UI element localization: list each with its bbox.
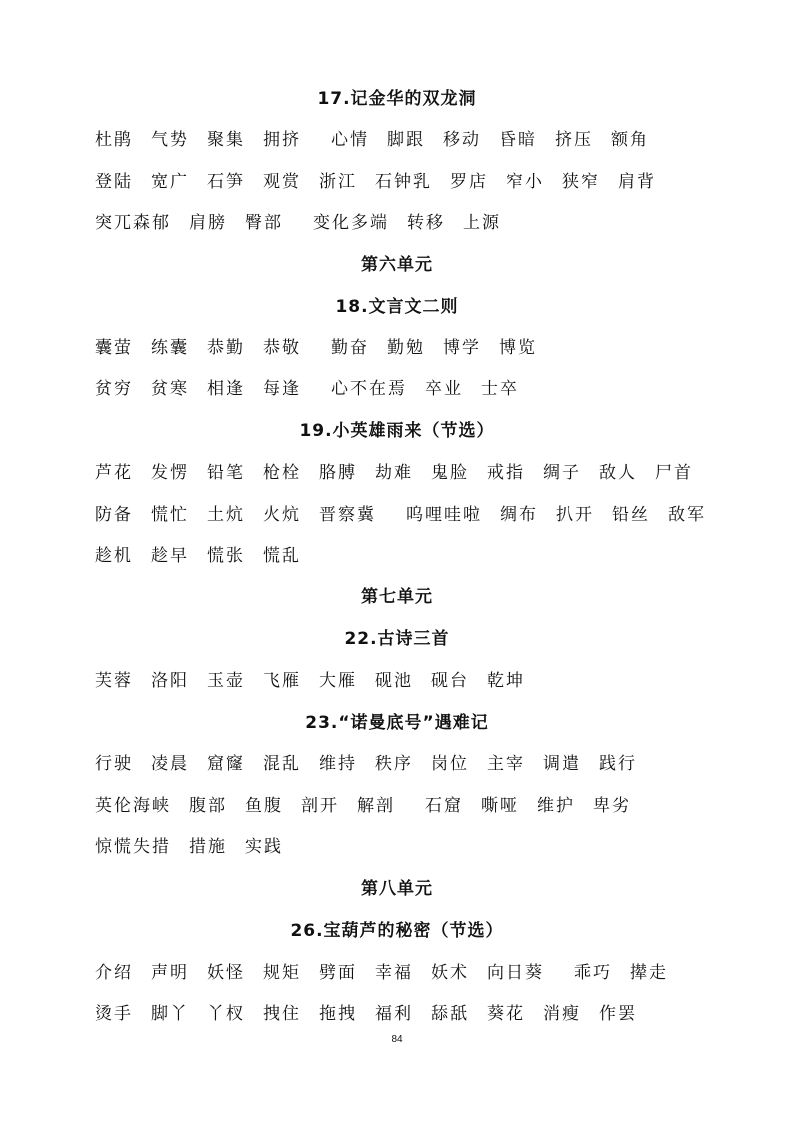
vocabulary-word: 趁机 — [95, 546, 133, 566]
vocabulary-word: 脚跟 — [387, 130, 425, 150]
vocabulary-word: 卒业 — [425, 379, 463, 399]
vocabulary-word: 心情 — [331, 130, 369, 150]
vocabulary-word: 慌乱 — [263, 546, 301, 566]
vocabulary-word: 行驶 — [95, 754, 133, 774]
vocabulary-word: 芦花 — [95, 463, 133, 483]
vocabulary-word: 烫手 — [95, 1004, 133, 1024]
vocabulary-word: 调遣 — [543, 754, 581, 774]
vocabulary-word: 石窟 — [425, 796, 463, 816]
vocabulary-line — [95, 669, 754, 693]
vocabulary-word: 幸福 — [375, 963, 413, 983]
vocabulary-word: 石钟乳 — [375, 172, 432, 192]
vocabulary-line — [95, 544, 754, 568]
vocabulary-word: 绸子 — [543, 463, 581, 483]
vocabulary-word: 气势 — [151, 130, 189, 150]
vocabulary-word: 囊萤 — [95, 338, 133, 358]
vocabulary-line — [95, 1002, 754, 1026]
vocabulary-word: 混乱 — [263, 754, 301, 774]
vocabulary-line — [95, 503, 754, 527]
vocabulary-word: 芙蓉 — [95, 671, 133, 691]
vocabulary-word: 相逢 — [207, 379, 245, 399]
vocabulary-word: 额角 — [611, 130, 649, 150]
page-number: 84 — [391, 1034, 403, 1045]
vocabulary-word: 大雁 — [319, 671, 357, 691]
vocabulary-word: 消瘦 — [543, 1004, 581, 1024]
vocabulary-word: 呜哩哇啦 — [406, 505, 482, 525]
vocabulary-line — [95, 461, 754, 485]
vocabulary-word: 每逢 — [263, 379, 301, 399]
vocabulary-word: 惊慌失措 — [95, 837, 171, 857]
vocabulary-word: 突兀森郁 — [95, 213, 171, 233]
vocabulary-word: 观赏 — [263, 172, 301, 192]
vocabulary-word: 恭敬 — [263, 338, 301, 358]
vocabulary-line — [95, 752, 754, 776]
vocabulary-word: 晋察冀 — [319, 505, 376, 525]
vocabulary-word: 洛阳 — [151, 671, 189, 691]
vocabulary-line — [95, 170, 754, 194]
vocabulary-word: 移动 — [443, 130, 481, 150]
vocabulary-word: 卑劣 — [593, 796, 631, 816]
vocabulary-word: 主宰 — [487, 754, 525, 774]
vocabulary-word: 宽广 — [151, 172, 189, 192]
vocabulary-word: 变化多端 — [313, 213, 389, 233]
vocabulary-line — [95, 377, 754, 401]
vocabulary-word: 妖怪 — [207, 963, 245, 983]
vocabulary-word: 铅丝 — [612, 505, 650, 525]
vocabulary-word: 肩膀 — [189, 213, 227, 233]
vocabulary-word: 杜鹃 — [95, 130, 133, 150]
section-heading: 22.古诗三首 — [344, 629, 450, 649]
vocabulary-word: 嘶哑 — [481, 796, 519, 816]
vocabulary-word: 博学 — [443, 338, 481, 358]
vocabulary-word: 肩背 — [618, 172, 656, 192]
vocabulary-word: 士卒 — [481, 379, 519, 399]
vocabulary-word: 枪栓 — [263, 463, 301, 483]
vocabulary-word: 火炕 — [263, 505, 301, 525]
vocabulary-line — [95, 835, 754, 859]
vocabulary-word: 浙江 — [319, 172, 357, 192]
vocabulary-word: 向日葵 — [487, 963, 544, 983]
vocabulary-word: 铅笔 — [207, 463, 245, 483]
vocabulary-word: 维护 — [537, 796, 575, 816]
vocabulary-word: 腹部 — [189, 796, 227, 816]
vocabulary-word: 绸布 — [500, 505, 538, 525]
vocabulary-word: 撵走 — [630, 963, 668, 983]
vocabulary-word: 舔舐 — [431, 1004, 469, 1024]
vocabulary-word: 岗位 — [431, 754, 469, 774]
vocabulary-word: 尸首 — [655, 463, 693, 483]
vocabulary-line — [95, 794, 754, 818]
vocabulary-word: 践行 — [599, 754, 637, 774]
vocabulary-word: 慌忙 — [151, 505, 189, 525]
vocabulary-word: 丫杈 — [207, 1004, 245, 1024]
vocabulary-word: 介绍 — [95, 963, 133, 983]
vocabulary-word: 脚丫 — [151, 1004, 189, 1024]
vocabulary-word: 乖巧 — [574, 963, 612, 983]
vocabulary-word: 罗店 — [450, 172, 488, 192]
vocabulary-word: 土炕 — [207, 505, 245, 525]
vocabulary-line — [95, 336, 754, 360]
vocabulary-word: 登陆 — [95, 172, 133, 192]
section-heading: 第八单元 — [361, 879, 433, 899]
vocabulary-word: 窟窿 — [207, 754, 245, 774]
vocabulary-word: 敌人 — [599, 463, 637, 483]
vocabulary-word: 福利 — [375, 1004, 413, 1024]
vocabulary-word: 作罢 — [599, 1004, 637, 1024]
section-heading: 17.记金华的双龙洞 — [317, 89, 477, 109]
vocabulary-word: 妖术 — [431, 963, 469, 983]
vocabulary-word: 敌军 — [668, 505, 706, 525]
vocabulary-word: 鱼腹 — [245, 796, 283, 816]
vocabulary-word: 防备 — [95, 505, 133, 525]
vocabulary-line — [95, 211, 754, 235]
vocabulary-word: 剖开 — [301, 796, 339, 816]
vocabulary-word: 劫难 — [375, 463, 413, 483]
vocabulary-word: 聚集 — [207, 130, 245, 150]
vocabulary-word: 练囊 — [151, 338, 189, 358]
section-heading: 26.宝葫芦的秘密（节选） — [290, 921, 504, 941]
vocabulary-word: 拽住 — [263, 1004, 301, 1024]
vocabulary-word: 趁早 — [151, 546, 189, 566]
section-heading: 第六单元 — [361, 255, 433, 275]
vocabulary-word: 贫寒 — [151, 379, 189, 399]
vocabulary-word: 维持 — [319, 754, 357, 774]
vocabulary-word: 上源 — [463, 213, 501, 233]
vocabulary-word: 玉壶 — [207, 671, 245, 691]
vocabulary-word: 拥挤 — [263, 130, 301, 150]
vocabulary-word: 规矩 — [263, 963, 301, 983]
vocabulary-word: 勤勉 — [387, 338, 425, 358]
vocabulary-word: 声明 — [151, 963, 189, 983]
vocabulary-word: 飞雁 — [263, 671, 301, 691]
vocabulary-word: 恭勤 — [207, 338, 245, 358]
vocabulary-word: 博览 — [499, 338, 537, 358]
vocabulary-word: 转移 — [407, 213, 445, 233]
vocabulary-word: 英伦海峡 — [95, 796, 171, 816]
vocabulary-word: 戒指 — [487, 463, 525, 483]
vocabulary-word: 心不在焉 — [331, 379, 407, 399]
vocabulary-word: 昏暗 — [499, 130, 537, 150]
vocabulary-word: 扒开 — [556, 505, 594, 525]
vocabulary-word: 发愣 — [151, 463, 189, 483]
section-heading: 第七单元 — [361, 587, 433, 607]
vocabulary-word: 秩序 — [375, 754, 413, 774]
vocabulary-word: 拖拽 — [319, 1004, 357, 1024]
vocabulary-word: 实践 — [245, 837, 283, 857]
vocabulary-word: 勤奋 — [331, 338, 369, 358]
vocabulary-word: 鬼脸 — [431, 463, 469, 483]
vocabulary-word: 解剖 — [357, 796, 395, 816]
vocabulary-word: 凌晨 — [151, 754, 189, 774]
vocabulary-word: 石笋 — [207, 172, 245, 192]
vocabulary-word: 胳膊 — [319, 463, 357, 483]
vocabulary-word: 窄小 — [506, 172, 544, 192]
vocabulary-line — [95, 961, 754, 985]
vocabulary-word: 葵花 — [487, 1004, 525, 1024]
vocabulary-word: 挤压 — [555, 130, 593, 150]
vocabulary-word: 砚池 — [375, 671, 413, 691]
vocabulary-word: 措施 — [189, 837, 227, 857]
vocabulary-word: 狭窄 — [562, 172, 600, 192]
vocabulary-word: 砚台 — [431, 671, 469, 691]
section-heading: 18.文言文二则 — [335, 297, 459, 317]
vocabulary-line — [95, 128, 754, 152]
vocabulary-word: 乾坤 — [487, 671, 525, 691]
vocabulary-word: 劈面 — [319, 963, 357, 983]
vocabulary-word: 臀部 — [245, 213, 283, 233]
section-heading: 23.“诺曼底号”遇难记 — [305, 713, 489, 733]
vocabulary-word: 慌张 — [207, 546, 245, 566]
section-heading: 19.小英雄雨来（节选） — [299, 421, 495, 441]
vocabulary-word: 贫穷 — [95, 379, 133, 399]
